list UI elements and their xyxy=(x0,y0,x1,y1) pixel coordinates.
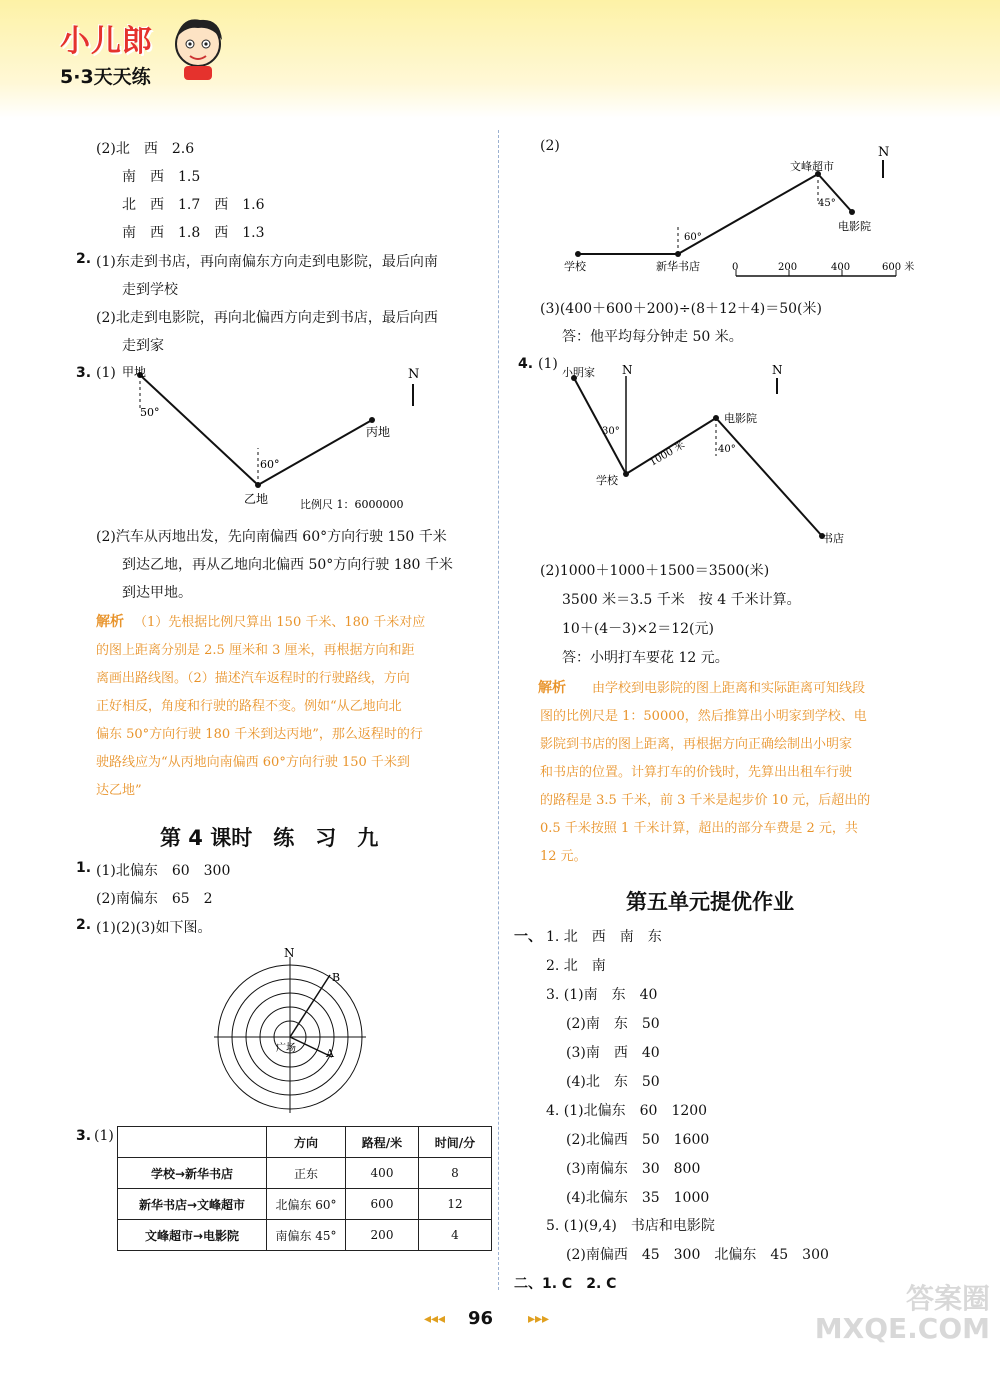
answer-part: (1) xyxy=(96,365,116,381)
answer-line: 北 西 1.7 西 1.6 xyxy=(122,197,265,213)
analysis-text: 影院到书店的图上距离，再根据方向正确绘制出小明家 xyxy=(540,737,853,752)
north-label: N xyxy=(284,946,295,960)
page-number: 96 xyxy=(468,1308,494,1329)
answer-line: 到达乙地，再从乙地向北偏西 50°方向行驶 180 千米 xyxy=(122,557,453,573)
answer-line: 4. (1)北偏东 60 1200 xyxy=(546,1103,708,1119)
table-cell: 文峰超市→电影院 xyxy=(118,1220,267,1251)
answer-line: (2)南偏西 45 300 北偏东 45 300 xyxy=(566,1247,829,1263)
answer-line: 走到家 xyxy=(122,338,164,354)
answer-line: 3500 米＝3.5 千米 按 4 千米计算。 xyxy=(562,592,801,608)
scale-tick: 400 xyxy=(831,262,851,273)
angle-label: 60° xyxy=(260,458,280,471)
brand-subtitle: 5·3天天练 xyxy=(60,66,151,88)
answer-line: 南 西 1.8 西 1.3 xyxy=(122,225,265,241)
analysis-text: 的图上距离分别是 2.5 厘米和 3 厘米，再根据方向和距 xyxy=(96,643,415,658)
point-a-label: A xyxy=(326,1047,334,1060)
question-number: 2. xyxy=(76,251,92,267)
analysis-text: 12 元。 xyxy=(540,849,587,864)
table-cell: 北偏东 60° xyxy=(267,1189,346,1220)
answer-line: (1)东走到书店，再向南偏东方向走到电影院，最后向南 xyxy=(96,254,438,270)
analysis-text: 和书店的位置。计算打车的价钱时，先算出出租车行驶 xyxy=(540,765,853,780)
right-arrows-icon: ▸▸▸ xyxy=(528,1311,550,1327)
answer-line: (2)南 东 50 xyxy=(566,1016,660,1032)
svg-text:N: N xyxy=(772,363,783,377)
table-cell: 南偏东 45° xyxy=(267,1220,346,1251)
scale-label: 比例尺 1：6000000 xyxy=(300,498,404,511)
section-label: 一、 xyxy=(514,929,542,945)
label-cinema: 电影院 xyxy=(838,220,871,233)
north-label: N xyxy=(878,145,890,160)
left-arrows-icon: ◂◂◂ xyxy=(424,1311,446,1327)
answer-line: (2)汽车从丙地出发，先向南偏西 60°方向行驶 150 千米 xyxy=(96,529,447,545)
table-row xyxy=(118,1220,492,1251)
analysis-text: 由学校到电影院的图上距离和实际距离可知线段 xyxy=(592,681,866,696)
scale-tick: 200 xyxy=(778,262,798,273)
table-cell: 4 xyxy=(419,1220,492,1251)
route-diagram-2 xyxy=(560,140,930,290)
center-label: 广场 xyxy=(276,1043,296,1054)
answer-line: (2)北 西 2.6 xyxy=(96,141,195,157)
answer-part: (1) xyxy=(538,356,558,372)
question-number: 3. xyxy=(76,1128,92,1144)
table-header: 方向 xyxy=(267,1127,346,1158)
scale-tick: 0 xyxy=(732,262,739,273)
analysis-text: 偏东 50°方向行驶 180 千米到达丙地”，那么返程时的行 xyxy=(96,727,423,742)
label-school: 学校 xyxy=(596,474,618,487)
table-cell: 400 xyxy=(346,1158,419,1189)
analysis-text: （1）先根据比例尺算出 150 千米、180 千米对应 xyxy=(134,615,426,630)
answer-line: 3. (1)南 东 40 xyxy=(546,987,658,1003)
label-school: 学校 xyxy=(564,260,586,273)
answer-line: (4)北 东 50 xyxy=(566,1074,660,1090)
answer-line: (3)南偏东 30 800 xyxy=(566,1161,701,1177)
table-cell: 学校→新华书店 xyxy=(118,1158,267,1189)
watermark-text: 答案圈 MXQE.COM xyxy=(814,1282,990,1345)
answer-line: 2. 北 南 xyxy=(546,958,606,974)
table-header: 路程/米 xyxy=(346,1127,419,1158)
lesson-title: 第 4 课时 练 习 九 xyxy=(160,826,379,850)
brand-title: 小儿郎 xyxy=(60,24,153,59)
analysis-text: 0.5 千米按照 1 千米计算，超出的部分车费是 2 元，共 xyxy=(540,821,858,836)
answer-line: 到达甲地。 xyxy=(122,585,192,601)
route-diagram-3 xyxy=(560,360,860,555)
label-xinhua: 新华书店 xyxy=(656,260,700,273)
answer-line: 走到学校 xyxy=(122,282,178,298)
route-diagram xyxy=(110,360,470,520)
answer-line: 答：他平均每分钟走 50 米。 xyxy=(562,329,743,345)
answer-line: 二、1. C 2. C xyxy=(514,1276,617,1292)
series-logo xyxy=(60,16,153,89)
answer-line: 答：小明打车要花 12 元。 xyxy=(562,650,729,666)
analysis-label: 解析 xyxy=(538,680,566,696)
column-divider xyxy=(498,130,499,1290)
label-bing: 丙地 xyxy=(366,425,391,439)
table-header: 时间/分 xyxy=(419,1127,492,1158)
answer-line: (2)1000＋1000＋1500＝3500(米) xyxy=(540,563,770,579)
question-number: 3. xyxy=(76,365,92,381)
question-number: 1. xyxy=(76,860,92,876)
unit-title: 第五单元提优作业 xyxy=(626,890,794,914)
analysis-label: 解析 xyxy=(96,614,124,630)
north-label: N xyxy=(622,363,633,377)
table-cell: 8 xyxy=(419,1158,492,1189)
answer-line: (2)北偏西 50 1600 xyxy=(566,1132,710,1148)
table-cell: 600 xyxy=(346,1189,419,1220)
point-b-label: B xyxy=(332,971,341,984)
angle-label: 50° xyxy=(140,406,160,419)
angle-label: 40° xyxy=(718,444,736,455)
analysis-text: 图的比例尺是 1：50000，然后推算出小明家到学校、电 xyxy=(540,709,867,724)
answer-line: (4)北偏东 35 1000 xyxy=(566,1190,710,1206)
analysis-text: 驶路线应为“从丙地向南偏西 60°方向行驶 150 千米到 xyxy=(96,755,410,770)
answer-line: (3)(400＋600＋200)÷(8＋12＋4)＝50(米) xyxy=(540,301,822,317)
answer-line: 10＋(4－3)×2＝12(元) xyxy=(562,621,714,637)
answer-line: (3)南 西 40 xyxy=(566,1045,660,1061)
table-row xyxy=(118,1189,492,1220)
answer-line: 5. (1)(9,4) 书店和电影院 xyxy=(546,1218,715,1234)
table-cell: 新华书店→文峰超市 xyxy=(118,1189,267,1220)
table-cell: 正东 xyxy=(267,1158,346,1189)
table-header-row xyxy=(118,1127,492,1158)
label-yi: 乙地 xyxy=(244,492,269,506)
table-cell: 12 xyxy=(419,1189,492,1220)
analysis-text: 正好相反，角度和行驶的路程不变。例如“从乙地向北 xyxy=(96,699,402,714)
table-cell: 200 xyxy=(346,1220,419,1251)
distance-label: 1000 米 xyxy=(648,439,687,469)
answer-line: 1. 北 西 南 东 xyxy=(546,929,662,945)
question-number: 2. xyxy=(76,917,92,933)
table-row xyxy=(118,1158,492,1189)
north-arrow-icon xyxy=(768,362,788,394)
analysis-text: 达乙地” xyxy=(96,783,142,798)
analysis-text: 离画出路线图。（2）描述汽车返程时的行驶路线，方向 xyxy=(96,671,410,686)
answer-part: (2) xyxy=(540,138,560,154)
table-header xyxy=(118,1127,267,1158)
route-table xyxy=(117,1126,492,1251)
angle-label: 60° xyxy=(684,232,702,243)
angle-label: 30° xyxy=(602,426,620,437)
north-label: N xyxy=(408,367,420,382)
answer-part: (1) xyxy=(94,1128,114,1144)
scale-tick: 600 米 xyxy=(882,262,915,273)
answer-line: (1)北偏东 60 300 xyxy=(96,863,231,879)
answer-line: (2)北走到电影院，再向北偏西方向走到书店，最后向西 xyxy=(96,310,438,326)
answer-line: (1)(2)(3)如下图。 xyxy=(96,920,212,936)
label-home: 小明家 xyxy=(562,366,595,379)
label-cinema: 电影院 xyxy=(724,412,757,425)
question-number: 4. xyxy=(518,356,534,372)
angle-label: 45° xyxy=(818,198,836,209)
mascot-icon xyxy=(168,14,228,82)
label-wenfeng: 文峰超市 xyxy=(790,160,834,173)
label-store: 书店 xyxy=(822,532,844,545)
answer-line: (2)南偏东 65 2 xyxy=(96,891,213,907)
answer-line: 南 西 1.5 xyxy=(122,169,201,185)
label-jia: 甲地 xyxy=(122,365,147,379)
analysis-text: 的路程是 3.5 千米，前 3 千米是起步价 10 元，后超出的 xyxy=(540,793,871,808)
compass-diagram xyxy=(210,945,370,1115)
watermark xyxy=(800,1284,990,1344)
